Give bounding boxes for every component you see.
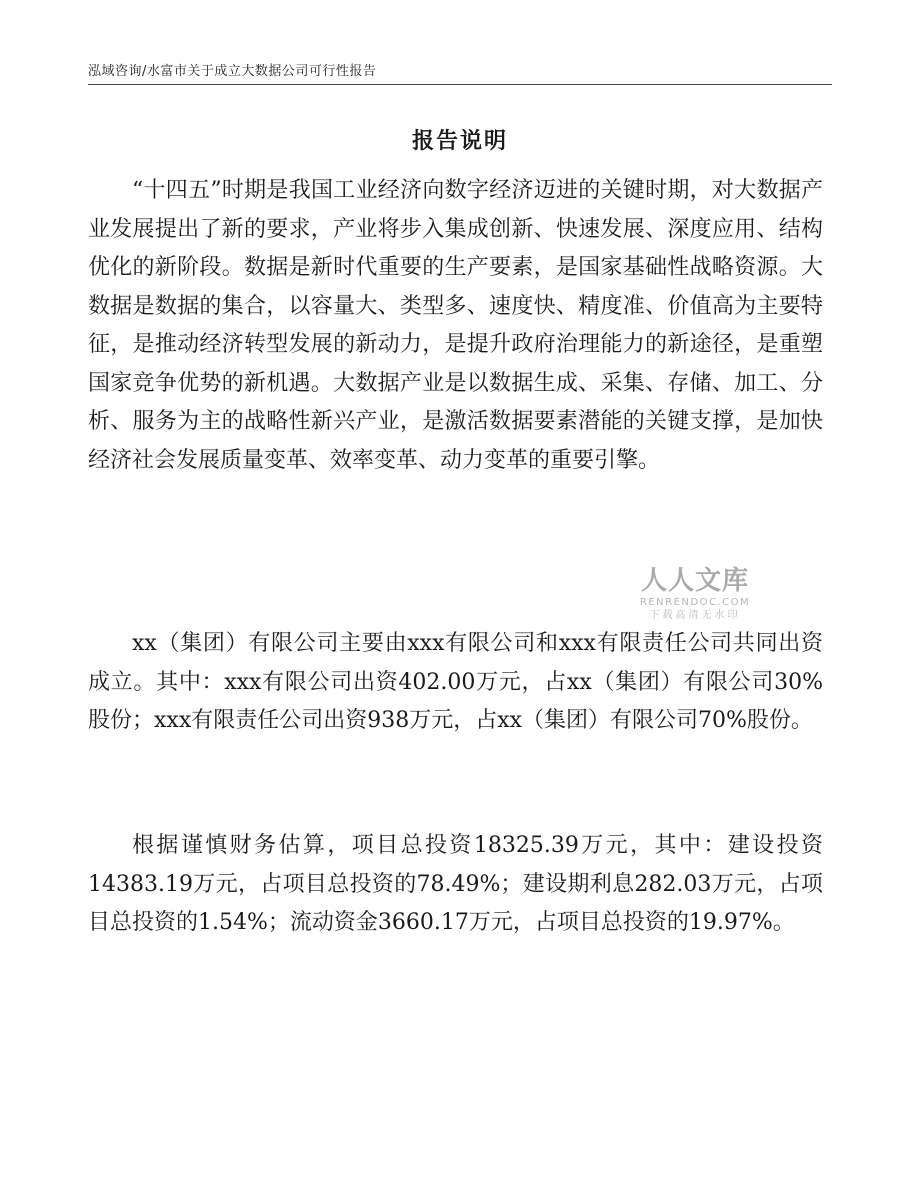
running-header: 泓域咨询/水富市关于成立大数据公司可行性报告 [88, 64, 377, 79]
watermark-logo [620, 566, 770, 622]
page-title: 报告说明 [411, 129, 508, 154]
paragraph-shareholders: xx（集团）有限公司主要由xxx有限公司和xxx有限责任公司共同出资成立。其中：xxx有限公司出资402.00万元，占xx（集团）有限公司30%股份；xxx有限责任公司出资938万元，占xx（集团）有限公司70%股份。 [88, 631, 823, 733]
watermark-tagline: 下载高清无水印 [649, 610, 741, 621]
watermark-brand: 人人文库 [640, 566, 749, 596]
watermark-domain: RENRENDOC.COM [639, 597, 751, 608]
paragraph-background: “十四五”时期是我国工业经济向数字经济迈进的关键时期，对大数据产业发展提出了新的要求，产业将步入集成创新、快速发展、深度应用、结构优化的新阶段。数据是新时代重要的生产要素，是国家基础性战略资源。大数据是数据的集合，以容量大、类型多、速度快、精度准、价值高为主要特征，是推动经济转型发展的新动力，是提升政府治理能力的新途径，是重塑国家竞争优势的新机遇。大数据产业是以数据生成、采集、存储、加工、分析、服务为主的战略性新兴产业，是激活数据要素潜能的关键支撑，是加快经济社会发展质量变革、效率变革、动力变革的重要引擎。 [88, 178, 823, 473]
paragraph-investment: 根据谨慎财务估算，项目总投资18325.39万元，其中：建设投资14383.19万元，占项目总投资的78.49%；建设期利息282.03万元，占项目总投资的1.54%；流动资金3660.17万元，占项目总投资的19.97%。 [88, 833, 823, 935]
header-divider [88, 84, 832, 85]
